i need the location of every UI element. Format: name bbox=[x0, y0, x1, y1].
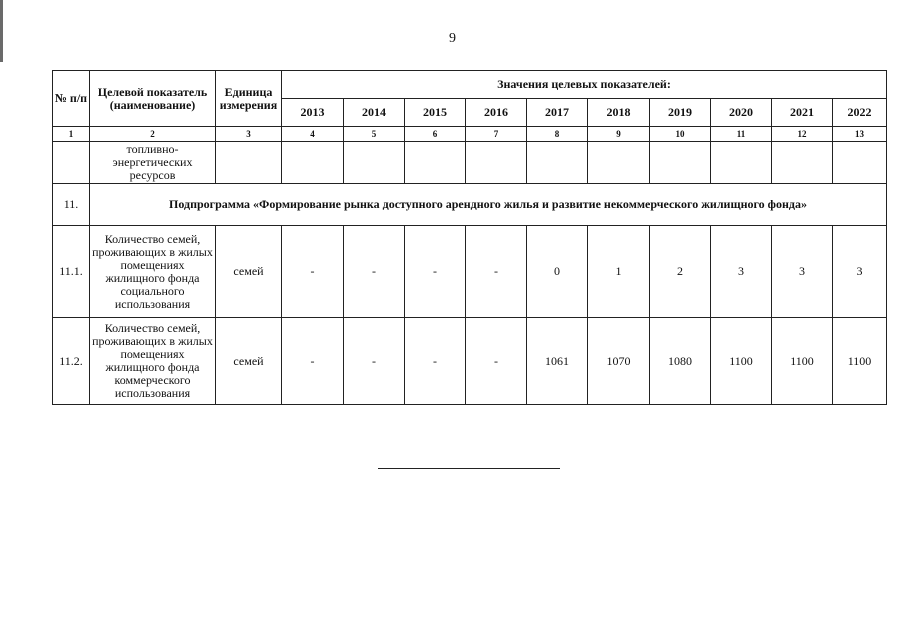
row-num: 11.1. bbox=[53, 226, 90, 318]
column-number: 4 bbox=[282, 127, 344, 142]
empty-cell bbox=[650, 142, 711, 184]
year-cell: 2021 bbox=[772, 99, 833, 127]
value-cell: - bbox=[466, 226, 527, 318]
header-row-1 bbox=[53, 71, 887, 99]
year-cell: 2018 bbox=[588, 99, 650, 127]
value-cell: - bbox=[344, 318, 405, 405]
indicator-continuation: топливно-энергетических ресурсов bbox=[90, 142, 216, 184]
value-cell: - bbox=[344, 226, 405, 318]
row-unit: семей bbox=[216, 318, 282, 405]
column-number: 7 bbox=[466, 127, 527, 142]
value-cell: 1070 bbox=[588, 318, 650, 405]
continuation-row bbox=[53, 142, 887, 184]
empty-cell bbox=[282, 142, 344, 184]
value-cell: - bbox=[466, 318, 527, 405]
value-cell: - bbox=[405, 226, 466, 318]
column-number: 13 bbox=[833, 127, 887, 142]
value-cell: - bbox=[282, 226, 344, 318]
table-row bbox=[53, 226, 887, 318]
empty-cell bbox=[711, 142, 772, 184]
column-number: 10 bbox=[650, 127, 711, 142]
year-cell: 2016 bbox=[466, 99, 527, 127]
column-number: 9 bbox=[588, 127, 650, 142]
row-indicator: Количество семей, проживающих в жилых помещениях жилищного фонда социального использования bbox=[90, 226, 216, 318]
empty-cell bbox=[527, 142, 588, 184]
year-cell: 2022 bbox=[833, 99, 887, 127]
column-number: 5 bbox=[344, 127, 405, 142]
value-cell: 3 bbox=[833, 226, 887, 318]
section-num: 11. bbox=[53, 184, 90, 226]
section-title: Подпрограмма «Формирование рынка доступного арендного жилья и развитие некоммерческого жилищного фонда» bbox=[90, 184, 887, 226]
header-unit: Единица измерения bbox=[216, 71, 282, 127]
empty-cell bbox=[344, 142, 405, 184]
page-number: 9 bbox=[449, 31, 456, 46]
value-cell: 3 bbox=[772, 226, 833, 318]
empty-cell bbox=[772, 142, 833, 184]
year-cell: 2017 bbox=[527, 99, 588, 127]
header-num: № п/п bbox=[53, 71, 90, 127]
empty-cell bbox=[216, 142, 282, 184]
value-cell: 1080 bbox=[650, 318, 711, 405]
value-cell: 0 bbox=[527, 226, 588, 318]
year-cell: 2020 bbox=[711, 99, 772, 127]
column-number: 2 bbox=[90, 127, 216, 142]
value-cell: 2 bbox=[650, 226, 711, 318]
value-cell: - bbox=[405, 318, 466, 405]
target-indicators-table bbox=[52, 70, 887, 405]
column-numbers-row bbox=[53, 127, 887, 142]
column-number: 12 bbox=[772, 127, 833, 142]
year-cell: 2019 bbox=[650, 99, 711, 127]
year-cell: 2013 bbox=[282, 99, 344, 127]
column-number: 6 bbox=[405, 127, 466, 142]
table-row bbox=[53, 318, 887, 405]
empty-cell bbox=[53, 142, 90, 184]
empty-cell bbox=[405, 142, 466, 184]
header-indicator: Целевой показатель (наименование) bbox=[90, 71, 216, 127]
footer-divider bbox=[378, 468, 560, 469]
empty-cell bbox=[833, 142, 887, 184]
year-cell: 2015 bbox=[405, 99, 466, 127]
value-cell: 1100 bbox=[833, 318, 887, 405]
value-cell: 3 bbox=[711, 226, 772, 318]
value-cell: 1100 bbox=[772, 318, 833, 405]
row-num: 11.2. bbox=[53, 318, 90, 405]
empty-cell bbox=[588, 142, 650, 184]
row-indicator: Количество семей, проживающих в жилых помещениях жилищного фонда коммерческого использования bbox=[90, 318, 216, 405]
column-number: 8 bbox=[527, 127, 588, 142]
header-values-title: Значения целевых показателей: bbox=[282, 71, 887, 99]
value-cell: 1061 bbox=[527, 318, 588, 405]
column-number: 11 bbox=[711, 127, 772, 142]
value-cell: - bbox=[282, 318, 344, 405]
year-cell: 2014 bbox=[344, 99, 405, 127]
empty-cell bbox=[466, 142, 527, 184]
column-number: 1 bbox=[53, 127, 90, 142]
row-unit: семей bbox=[216, 226, 282, 318]
column-number: 3 bbox=[216, 127, 282, 142]
value-cell: 1100 bbox=[711, 318, 772, 405]
section-row bbox=[53, 184, 887, 226]
value-cell: 1 bbox=[588, 226, 650, 318]
